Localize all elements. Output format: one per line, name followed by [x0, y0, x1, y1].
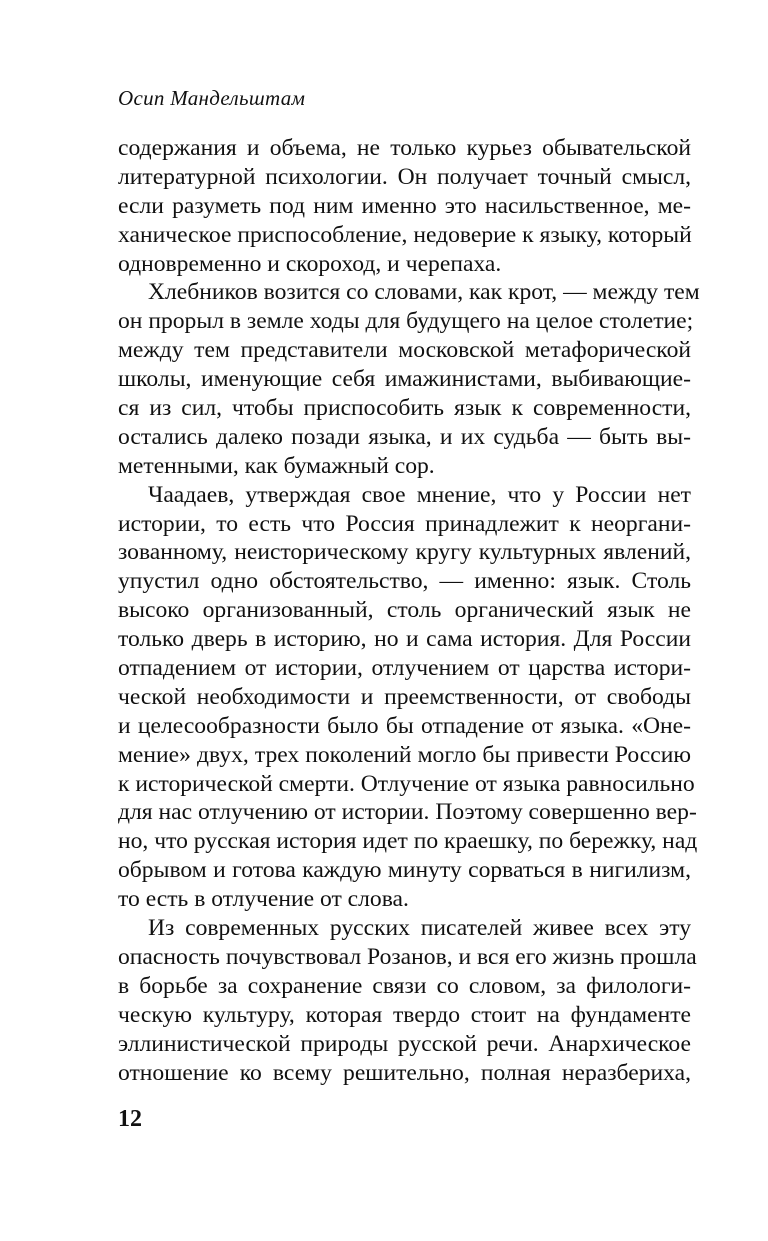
text-line: ческую культуру, которая твердо стоит на фундаменте: [118, 1001, 691, 1028]
text-line: упустил одно обстоятельство, — именно: язык. Столь: [118, 568, 691, 595]
text-line: метенными, как бумажный сор.: [118, 452, 435, 479]
text-line: истории, то есть что Россия принадлежит к неоргани-: [118, 510, 691, 537]
text-line: отпадением от истории, отлучением от царства истори-: [118, 655, 691, 682]
text-line: он прорыл в земле ходы для будущего на целое столетие;: [118, 308, 694, 335]
text-line: обрывом и готова каждую минуту сорваться в нигилизм,: [118, 857, 691, 884]
text-line: опасность почувствовал Розанов, и вся его жизнь прошла: [118, 943, 697, 970]
text-line: школы, именующие себя имажинистами, выбивающие-: [118, 366, 691, 393]
text-line: Чаадаев, утверждая свое мнение, что у России нет: [148, 481, 691, 508]
text-line: но, что русская история идет по краешку, по бережку, над: [118, 828, 698, 855]
text-line: ческой необходимости и преемственности, от свободы: [118, 683, 691, 710]
text-line: отношение ко всему решительно, полная неразбериха,: [118, 1059, 691, 1086]
text-line: Из современных русских писателей живее всех эту: [148, 915, 691, 942]
text-line: одновременно и скороход, и черепаха.: [118, 250, 502, 277]
text-line: если разуметь под ним именно это насильственное, ме-: [118, 192, 691, 219]
text-line: содержания и объема, не только курьез обывательской: [118, 135, 691, 161]
text-line: между тем представители московской метафорической: [118, 337, 691, 364]
text-line: и целесообразности было бы отпадение от языка. «Оне-: [118, 712, 691, 739]
text-line: к исторической смерти. Отлучение от языка равносильно: [118, 770, 695, 797]
text-line: для нас отлучению от истории. Поэтому совершенно вер-: [118, 799, 697, 826]
text-line: мение» двух, трех поколений могло бы привести Россию: [118, 741, 691, 768]
text-line: высоко организованный, столь органический язык не: [118, 597, 691, 624]
text-line: только дверь в историю, но и сама история. Для России: [118, 626, 691, 653]
text-line: литературной психологии. Он получает точный смысл,: [118, 163, 691, 190]
text-line: зованному, неисторическому кругу культурных явлений,: [118, 539, 691, 566]
text-line: то есть в отлучение от слова.: [118, 886, 409, 913]
text-line: ханическое приспособление, недоверие к языку, который: [118, 221, 692, 248]
page-number: 12: [118, 1106, 142, 1132]
text-line: Хлебников возится со словами, как крот, — между тем: [148, 279, 700, 306]
running-header: Осип Мандельштам: [118, 86, 306, 110]
text-line: эллинистической природы русской речи. Анархическое: [118, 1030, 691, 1057]
text-line: остались далеко позади языка, и их судьба — быть вы-: [118, 423, 691, 450]
text-line: ся из сил, чтобы приспособить язык к современности,: [118, 395, 691, 422]
body-text: [118, 134, 700, 1087]
text-line: в борьбе за сохранение связи со словом, за филологи-: [118, 972, 691, 999]
